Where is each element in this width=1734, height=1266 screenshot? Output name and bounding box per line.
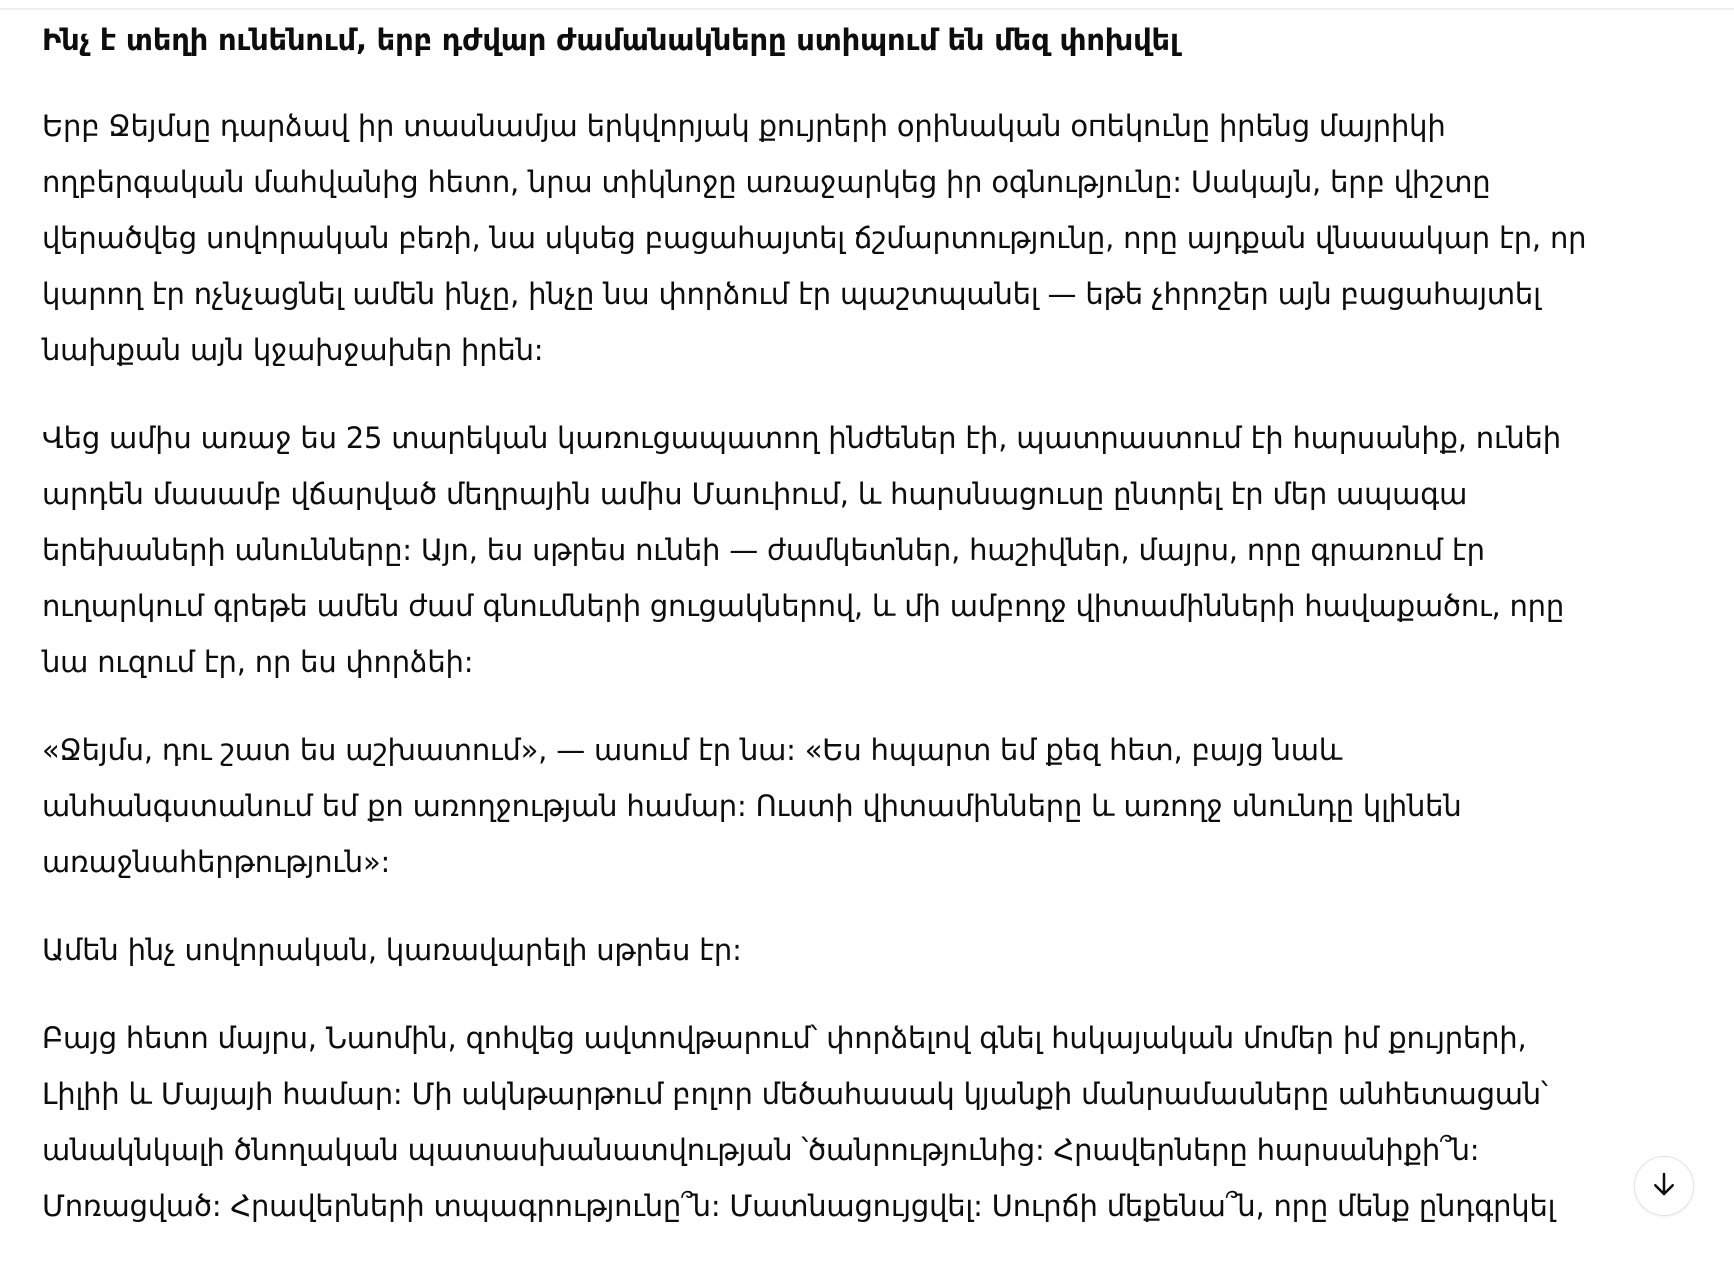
text-line: «Ջեյմս, դու շատ ես աշխատում», — ասում էր նա: «Ես հպարտ եմ քեզ հետ, բայց նաև xyxy=(42,733,1343,767)
paragraph-4 xyxy=(42,922,1602,978)
text-line: Ամեն ինչ սովորական, կառավարելի սթրես էր: xyxy=(42,933,742,967)
text-line: երեխաների անունները: Այո, ես սթրես ունեի — ժամկետներ, հաշիվներ, մայրս, որը գրառում էր xyxy=(42,533,1485,567)
article-content xyxy=(42,14,1602,1266)
text-line: Լիլիի և Մայայի համար: Մի ակնթարթում բոլոր մեծահասակ կյանքի մանրամասները անհետացան՝ xyxy=(42,1077,1548,1111)
text-line: վերածվեց սովորական բեռի, նա սկսեց բացահայտել ճշմարտությունը, որը այդքան վնասակար էր, որ xyxy=(42,221,1587,255)
top-divider xyxy=(0,0,1734,10)
text-line: կարող էր ոչնչացնել ամեն ինչը, ինչը նա փորձում էր պաշտպանել — եթե չհրոշեր այն բացահայտել xyxy=(42,277,1541,311)
text-line: արդեն մասամբ վճարված մեղրային ամիս Մաուիում, և հարսնացուսը ընտրել էր մեր ապագա xyxy=(42,477,1468,511)
paragraph-3 xyxy=(42,722,1602,890)
text-line: անակնկալի ծնողական պատասխանատվության ՝ծանրությունից: Հրավերները հարսանիքի՞ն: xyxy=(42,1133,1480,1167)
text-line: անհանգստանում եմ քո առողջության համար: Ուստի վիտամինները և առողջ սնունդը կլինեն xyxy=(42,789,1462,823)
paragraph-2 xyxy=(42,410,1602,690)
text-line: Երբ Ջեյմսը դարձավ իր տասնամյա երկվորյակ քույրերի օրինական опեկունը իրենց մայրիկի xyxy=(42,109,1446,143)
article-heading: Ինչ է տեղի ունենում, երբ դժվար ժամանակները ստիպում են մեզ փոխվել xyxy=(42,23,1179,57)
text-line: Բայց հետո մայրս, Նաոմին, զոհվեց ավտովթարում՝ փորձելով գնել հսկայական մոմեր իմ քույրերի, xyxy=(42,1021,1527,1055)
text-line: առաջնահերթություն»: xyxy=(42,845,391,879)
text-line: ուղարկում գրեթե ամեն ժամ գնումների ցուցակներով, և մի ամբողջ վիտամինների հավաքածու, որը xyxy=(42,589,1565,623)
text-line: նախքան այն կջախջախեր իրեն: xyxy=(42,333,544,367)
paragraph-5 xyxy=(42,1010,1602,1234)
arrow-down-icon xyxy=(1649,1169,1679,1203)
paragraph-1 xyxy=(42,98,1602,378)
text-line: Վեց ամիս առաջ ես 25 տարեկան կառուցապատող ինժեներ էի, պատրաստում էի հարսանիք, ունեի xyxy=(42,421,1561,455)
text-line: նա ուզում էր, որ ես փորձեի: xyxy=(42,645,474,679)
text-line: ողբերգական մահվանից հետո, նրա տիկնոջը առաջարկեց իր օգնությունը: Սակայն, երբ վիշտը xyxy=(42,165,1491,199)
scroll-to-bottom-button[interactable] xyxy=(1634,1156,1694,1216)
text-line: Մոռացված: Հրավերների տպագրությունը՞ն: Մատնացույցվել: Սուրճի մեքենա՞ն, որը մենք ընդգրկել xyxy=(42,1189,1556,1223)
